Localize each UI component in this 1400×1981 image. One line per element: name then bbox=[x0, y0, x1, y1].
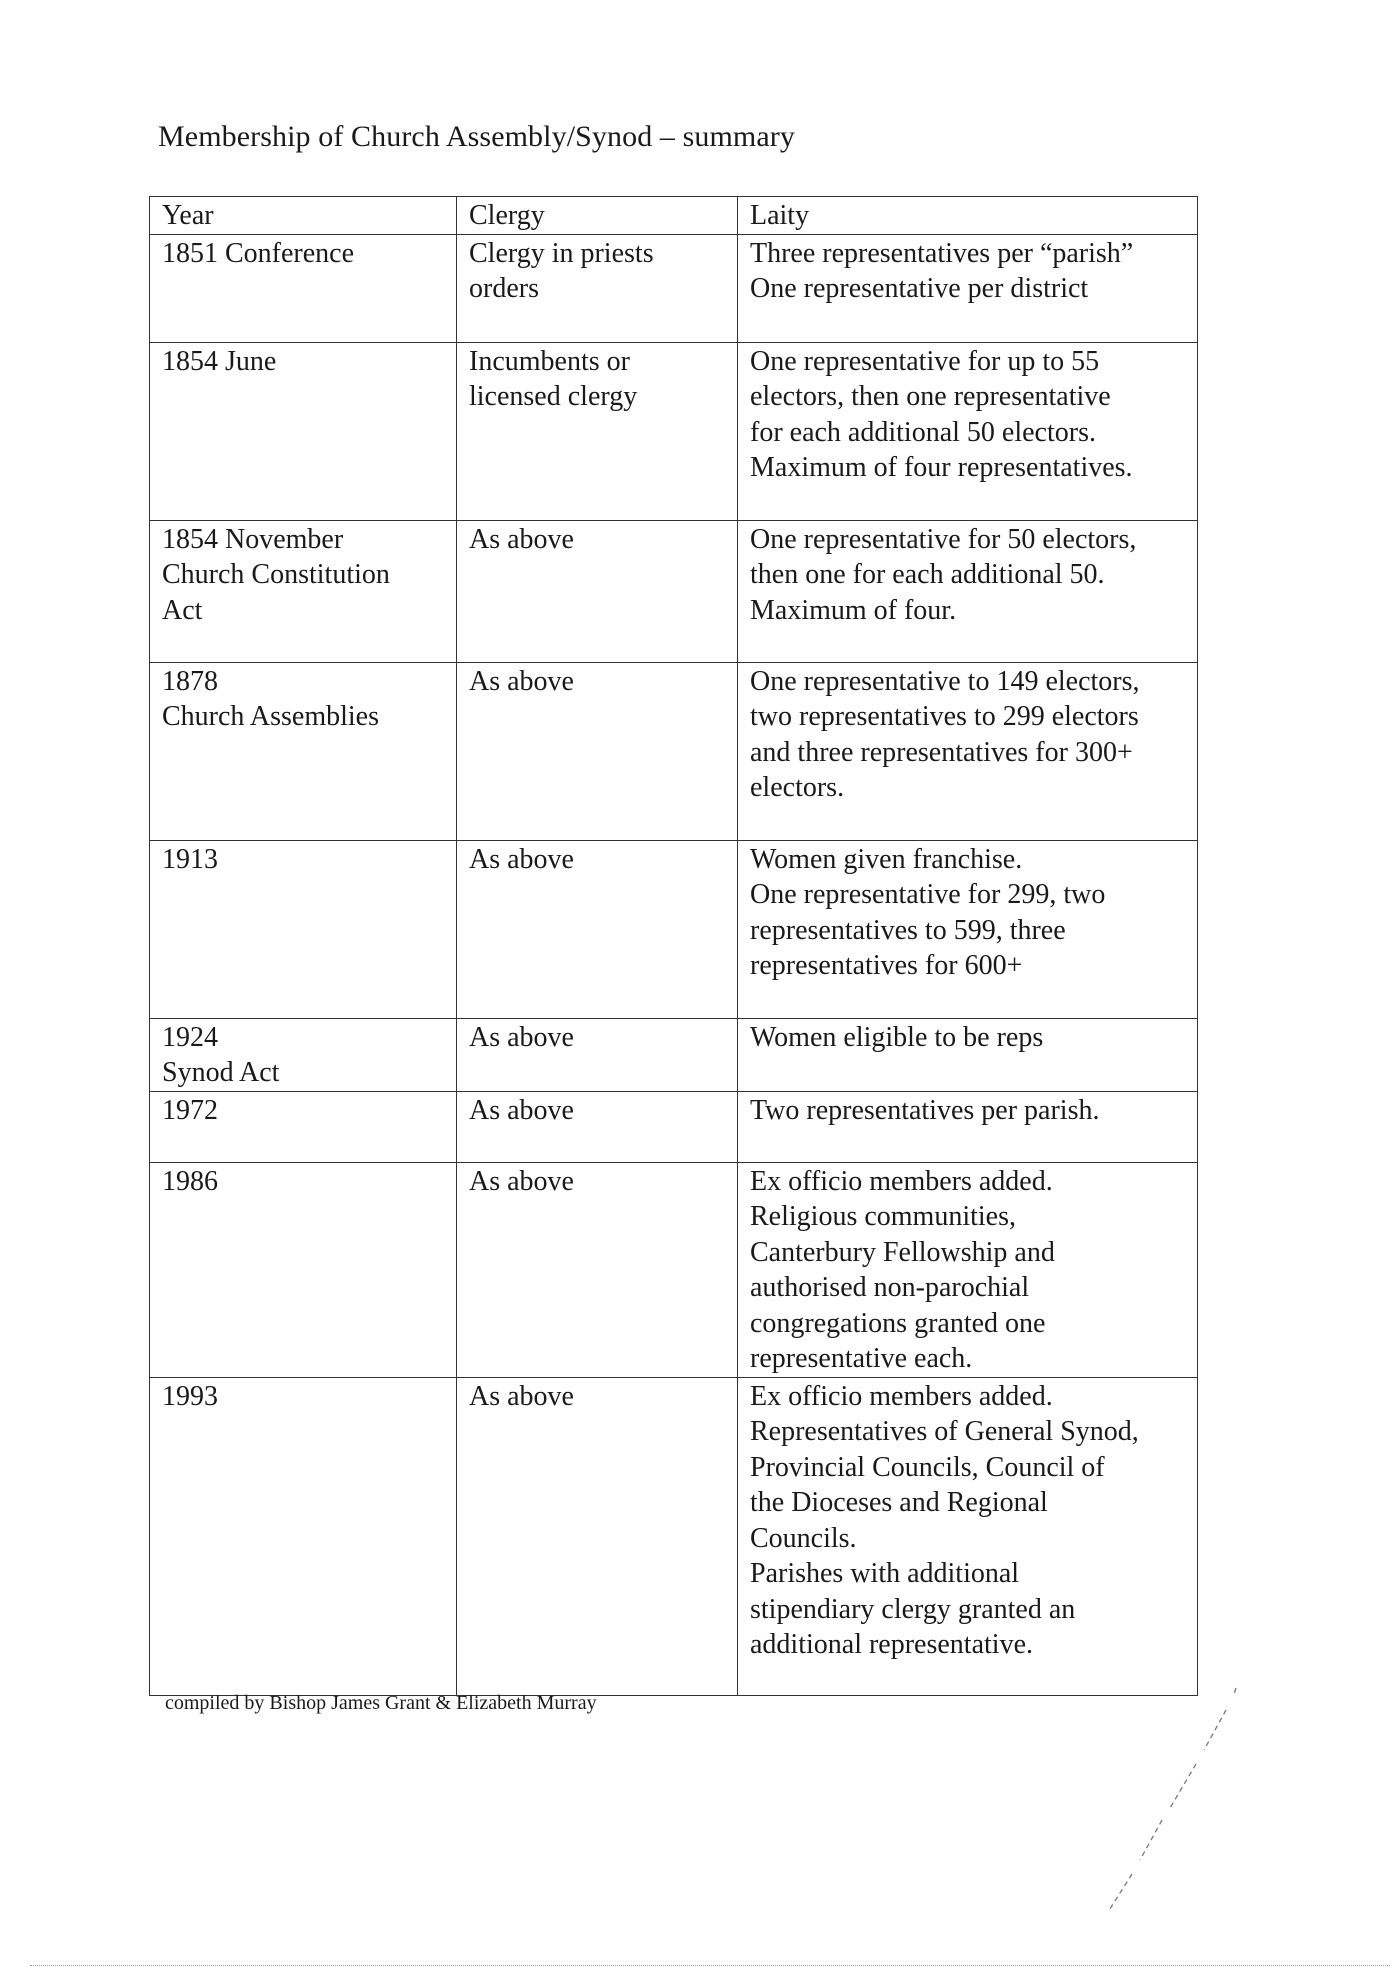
clergy-line: Incumbents or bbox=[469, 345, 630, 377]
year-cell bbox=[150, 1018, 457, 1091]
year-cell bbox=[150, 1377, 457, 1695]
clergy-cell bbox=[457, 1377, 738, 1695]
year-cell bbox=[150, 840, 457, 1018]
clergy-cell bbox=[457, 342, 738, 520]
laity-line: representatives for 600+ bbox=[750, 950, 1023, 981]
laity-line: One representative for 50 electors, bbox=[750, 523, 1137, 555]
year-line: 1993 bbox=[162, 1380, 218, 1412]
scan-edge-line bbox=[30, 1965, 1390, 1966]
year-line: 1913 bbox=[162, 843, 218, 875]
header-clergy: Clergy bbox=[457, 197, 738, 235]
laity-line: Maximum of four. bbox=[750, 594, 957, 626]
clergy-line: As above bbox=[469, 665, 574, 697]
table-row bbox=[150, 840, 1198, 1018]
laity-line: electors, then one representative bbox=[750, 381, 1111, 412]
laity-line: congregations granted one bbox=[750, 1307, 1046, 1339]
clergy-line: Clergy in priests bbox=[469, 237, 654, 269]
laity-line: Councils. bbox=[750, 1522, 857, 1554]
year-cell bbox=[150, 234, 457, 342]
table-row bbox=[150, 1162, 1198, 1377]
year-line: 1878 bbox=[162, 665, 218, 697]
clergy-cell bbox=[457, 1018, 738, 1091]
laity-line: Maximum of four representatives. bbox=[750, 452, 1133, 483]
laity-line: authorised non-parochial bbox=[750, 1272, 1030, 1303]
laity-line: Provincial Councils, Council of bbox=[750, 1451, 1105, 1483]
clergy-cell bbox=[457, 1091, 738, 1162]
year-line: Church Assemblies bbox=[162, 701, 379, 732]
clergy-cell bbox=[457, 1162, 738, 1377]
year-line: 1924 bbox=[162, 1021, 218, 1053]
laity-cell bbox=[738, 1018, 1198, 1091]
laity-line: the Dioceses and Regional bbox=[750, 1487, 1048, 1518]
laity-line: Representatives of General Synod, bbox=[750, 1416, 1139, 1447]
laity-line: then one for each additional 50. bbox=[750, 559, 1105, 590]
laity-line: Ex officio members added. bbox=[750, 1380, 1053, 1412]
laity-cell bbox=[738, 520, 1198, 662]
laity-line: Ex officio members added. bbox=[750, 1165, 1053, 1197]
compiled-by-footer: compiled by Bishop James Grant & Elizabeth Murray bbox=[165, 1692, 597, 1714]
year-cell bbox=[150, 520, 457, 662]
laity-cell bbox=[738, 1162, 1198, 1377]
laity-line: One representative for 299, two bbox=[750, 879, 1106, 910]
table-row bbox=[150, 520, 1198, 662]
clergy-line: As above bbox=[469, 1094, 574, 1126]
laity-line: One representative for up to 55 bbox=[750, 345, 1100, 377]
laity-line: Women given franchise. bbox=[750, 843, 1023, 875]
year-cell bbox=[150, 1162, 457, 1377]
laity-cell bbox=[738, 1091, 1198, 1162]
table-row bbox=[150, 662, 1198, 840]
year-line: Church Constitution bbox=[162, 559, 390, 590]
laity-line: two representatives to 299 electors bbox=[750, 701, 1139, 732]
year-cell bbox=[150, 662, 457, 840]
laity-cell bbox=[738, 342, 1198, 520]
clergy-cell bbox=[457, 520, 738, 662]
year-cell bbox=[150, 1091, 457, 1162]
clergy-line: As above bbox=[469, 843, 574, 875]
table-row bbox=[150, 234, 1198, 342]
laity-line: and three representatives for 300+ bbox=[750, 736, 1133, 768]
laity-line: Three representatives per “parish” bbox=[750, 237, 1134, 269]
clergy-cell bbox=[457, 234, 738, 342]
year-line: 1854 November bbox=[162, 523, 344, 555]
clergy-line: As above bbox=[469, 1380, 574, 1412]
table-row bbox=[150, 1377, 1198, 1695]
clergy-line: As above bbox=[469, 1021, 574, 1053]
year-line: 1972 bbox=[162, 1094, 218, 1126]
laity-line: One representative to 149 electors, bbox=[750, 665, 1140, 697]
laity-line: Religious communities, bbox=[750, 1201, 1016, 1232]
table-row bbox=[150, 1091, 1198, 1162]
laity-line: representatives to 599, three bbox=[750, 914, 1066, 946]
table-row bbox=[150, 1018, 1198, 1091]
year-line: 1854 June bbox=[162, 345, 277, 377]
clergy-line: As above bbox=[469, 1165, 574, 1197]
clergy-line: As above bbox=[469, 523, 574, 555]
laity-line: Two representatives per parish. bbox=[750, 1094, 1100, 1126]
membership-summary-table bbox=[149, 196, 1198, 1696]
laity-line: electors. bbox=[750, 772, 845, 803]
laity-cell bbox=[738, 1377, 1198, 1695]
clergy-line: orders bbox=[469, 273, 539, 304]
laity-line: Women eligible to be reps bbox=[750, 1021, 1044, 1053]
year-line: Act bbox=[162, 594, 203, 626]
clergy-cell bbox=[457, 662, 738, 840]
year-line: 1851 Conference bbox=[162, 237, 355, 269]
laity-cell bbox=[738, 840, 1198, 1018]
year-line: 1986 bbox=[162, 1165, 218, 1197]
header-row bbox=[150, 197, 1198, 235]
page-title: Membership of Church Assembly/Synod – summary bbox=[158, 120, 795, 153]
laity-line: representative each. bbox=[750, 1343, 973, 1374]
header-laity: Laity bbox=[738, 197, 1198, 235]
laity-line: stipendiary clergy granted an bbox=[750, 1593, 1076, 1625]
laity-line: Canterbury Fellowship and bbox=[750, 1236, 1055, 1268]
laity-line: additional representative. bbox=[750, 1629, 1033, 1660]
clergy-line: licensed clergy bbox=[469, 381, 638, 412]
handwritten-pen-mark bbox=[990, 1680, 1250, 1920]
laity-line: One representative per district bbox=[750, 273, 1089, 304]
year-cell bbox=[150, 342, 457, 520]
table-row bbox=[150, 342, 1198, 520]
laity-line: Parishes with additional bbox=[750, 1558, 1020, 1589]
laity-line: for each additional 50 electors. bbox=[750, 416, 1096, 448]
laity-cell bbox=[738, 662, 1198, 840]
table-body bbox=[150, 197, 1198, 1696]
clergy-cell bbox=[457, 840, 738, 1018]
header-year: Year bbox=[150, 197, 457, 235]
laity-cell bbox=[738, 234, 1198, 342]
year-line: Synod Act bbox=[162, 1057, 280, 1088]
